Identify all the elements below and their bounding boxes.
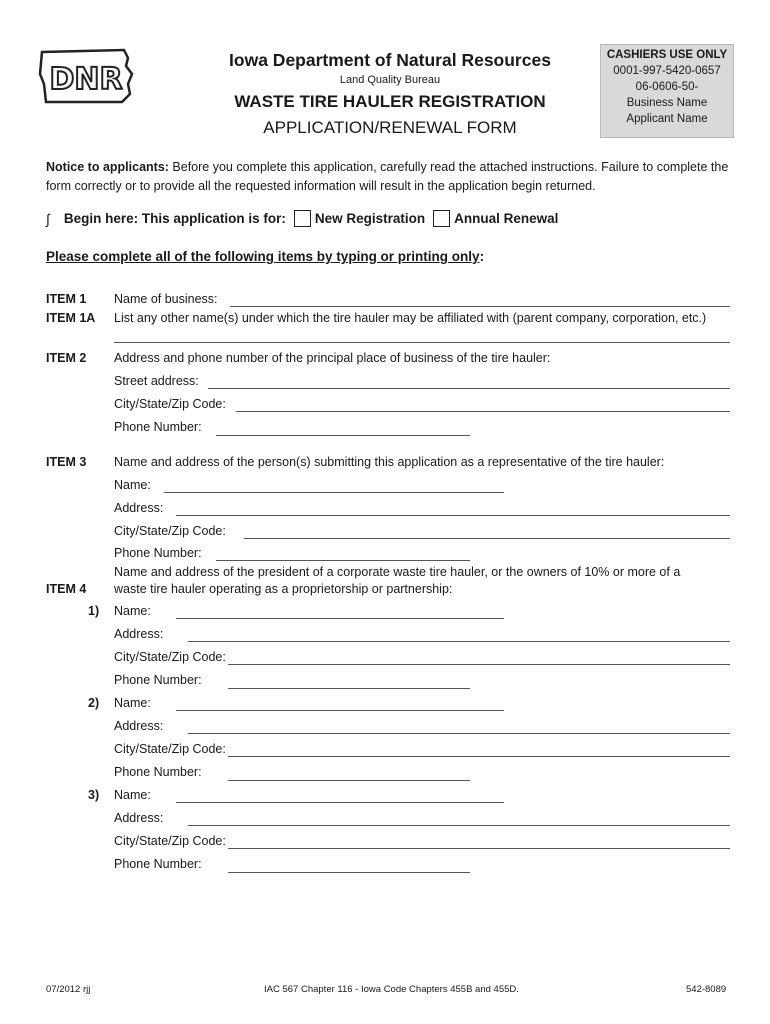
phone-number-field[interactable] (216, 435, 470, 436)
cashier-heading: CASHIERS USE ONLY (606, 49, 728, 61)
cashier-line-1: 0001-997-5420-0657 (613, 65, 721, 77)
instructions-underlined: Please complete all of the following items by typing or printing only (46, 249, 480, 264)
application-type (46, 210, 558, 227)
begin-label: Begin here: This application is for: (63, 211, 286, 226)
owner-3-address-field[interactable] (188, 825, 730, 826)
annual-renewal-label: Annual Renewal (454, 211, 559, 226)
owner-2-city-field[interactable] (228, 756, 730, 757)
street-address-field[interactable] (208, 388, 730, 389)
other-names-label: List any other name(s) under which the tire hauler may be affiliated with (parent company, corporation, etc.) (114, 311, 707, 325)
dnr-logo (38, 44, 138, 106)
instructions-suffix: : (479, 249, 485, 264)
city-state-zip-field[interactable] (236, 411, 730, 412)
city-state-zip-label: City/State/Zip Code: (114, 397, 226, 411)
business-name-label: Name of business: (114, 292, 218, 306)
annual-renewal-checkbox[interactable] (433, 210, 450, 227)
owner-2-phone-label: Phone Number: (114, 765, 202, 779)
other-names-field[interactable] (114, 342, 730, 343)
notice-text: Before you complete this application, carefully read the attached instructions. Failure to complete the form correctly or to provide all the requested information will result in the application begin returned. (46, 160, 729, 193)
cashier-line-4: Applicant Name (626, 113, 708, 125)
form-subtitle: APPLICATION/RENEWAL FORM (263, 118, 517, 137)
owner-3-name-field[interactable] (176, 802, 504, 803)
principal-address-heading: Address and phone number of the principal place of business of the tire hauler: (114, 351, 551, 365)
rep-address-label: Address: (114, 501, 164, 515)
owner-2-name-field[interactable] (176, 710, 504, 711)
owners-heading-line-2: waste tire hauler operating as a proprietorship or partnership: (114, 582, 453, 596)
new-registration-checkbox[interactable] (294, 210, 311, 227)
owner-3-phone-field[interactable] (228, 872, 470, 873)
begin-symbol: ∫ (46, 210, 50, 227)
owner-3-city-field[interactable] (228, 848, 730, 849)
cashier-line-3: Business Name (626, 97, 708, 109)
rep-city-label: City/State/Zip Code: (114, 524, 226, 538)
item-4-label: ITEM 4 (46, 582, 87, 596)
rep-name-field[interactable] (164, 492, 504, 493)
owner-2-address-label: Address: (114, 719, 164, 733)
cashier-box (600, 44, 734, 138)
owner-3-name-label: Name: (114, 788, 151, 802)
owner-2-city-label: City/State/Zip Code: (114, 742, 226, 756)
form-title: WASTE TIRE HAULER REGISTRATION (234, 92, 546, 111)
logo-text: DNR (49, 62, 123, 97)
owner-1-address-field[interactable] (188, 641, 730, 642)
footer-date: 07/2012 rjj (46, 984, 91, 995)
footer-citation: IAC 567 Chapter 116 - Iowa Code Chapters 455B and 455D. (264, 984, 519, 995)
owner-3-number: 3) (88, 788, 100, 802)
owner-1-city-label: City/State/Zip Code: (114, 650, 226, 664)
owners-heading-line-1: Name and address of the president of a corporate waste tire hauler, or the owners of 10% or more of a (114, 565, 681, 579)
new-registration-label: New Registration (314, 211, 426, 226)
owner-1-city-field[interactable] (228, 664, 730, 665)
agency-name: Iowa Department of Natural Resources (229, 50, 551, 70)
representative-heading: Name and address of the person(s) submitting this application as a representative of the tire hauler: (114, 455, 665, 469)
item-3-label: ITEM 3 (46, 455, 87, 469)
item-2-label: ITEM 2 (46, 351, 87, 365)
owner-1-phone-label: Phone Number: (114, 673, 202, 687)
street-address-label: Street address: (114, 374, 199, 388)
footer-form-number: 542-8089 (686, 984, 727, 995)
item-1a-label: ITEM 1A (46, 311, 96, 325)
instructions (46, 249, 484, 264)
owner-1-number: 1) (88, 604, 100, 618)
owner-1-address-label: Address: (114, 627, 164, 641)
notice (46, 158, 736, 196)
rep-address-field[interactable] (176, 515, 730, 516)
phone-number-label: Phone Number: (114, 420, 202, 434)
owner-3-address-label: Address: (114, 811, 164, 825)
cashier-line-2: 06-0606-50- (635, 81, 699, 93)
owner-1-name-field[interactable] (176, 618, 504, 619)
owner-2-phone-field[interactable] (228, 780, 470, 781)
rep-city-field[interactable] (244, 538, 730, 539)
owner-3-phone-label: Phone Number: (114, 857, 202, 871)
business-name-field[interactable] (230, 306, 730, 307)
owner-1-name-label: Name: (114, 604, 151, 618)
rep-phone-label: Phone Number: (114, 546, 202, 560)
owner-2-address-field[interactable] (188, 733, 730, 734)
owner-3-city-label: City/State/Zip Code: (114, 834, 226, 848)
notice-label: Notice to applicants: (46, 160, 169, 174)
owner-1-phone-field[interactable] (228, 688, 470, 689)
rep-phone-field[interactable] (216, 560, 470, 561)
bureau-name: Land Quality Bureau (339, 74, 441, 86)
owner-2-number: 2) (88, 696, 100, 710)
item-1-label: ITEM 1 (46, 292, 87, 306)
rep-name-label: Name: (114, 478, 151, 492)
owner-2-name-label: Name: (114, 696, 151, 710)
